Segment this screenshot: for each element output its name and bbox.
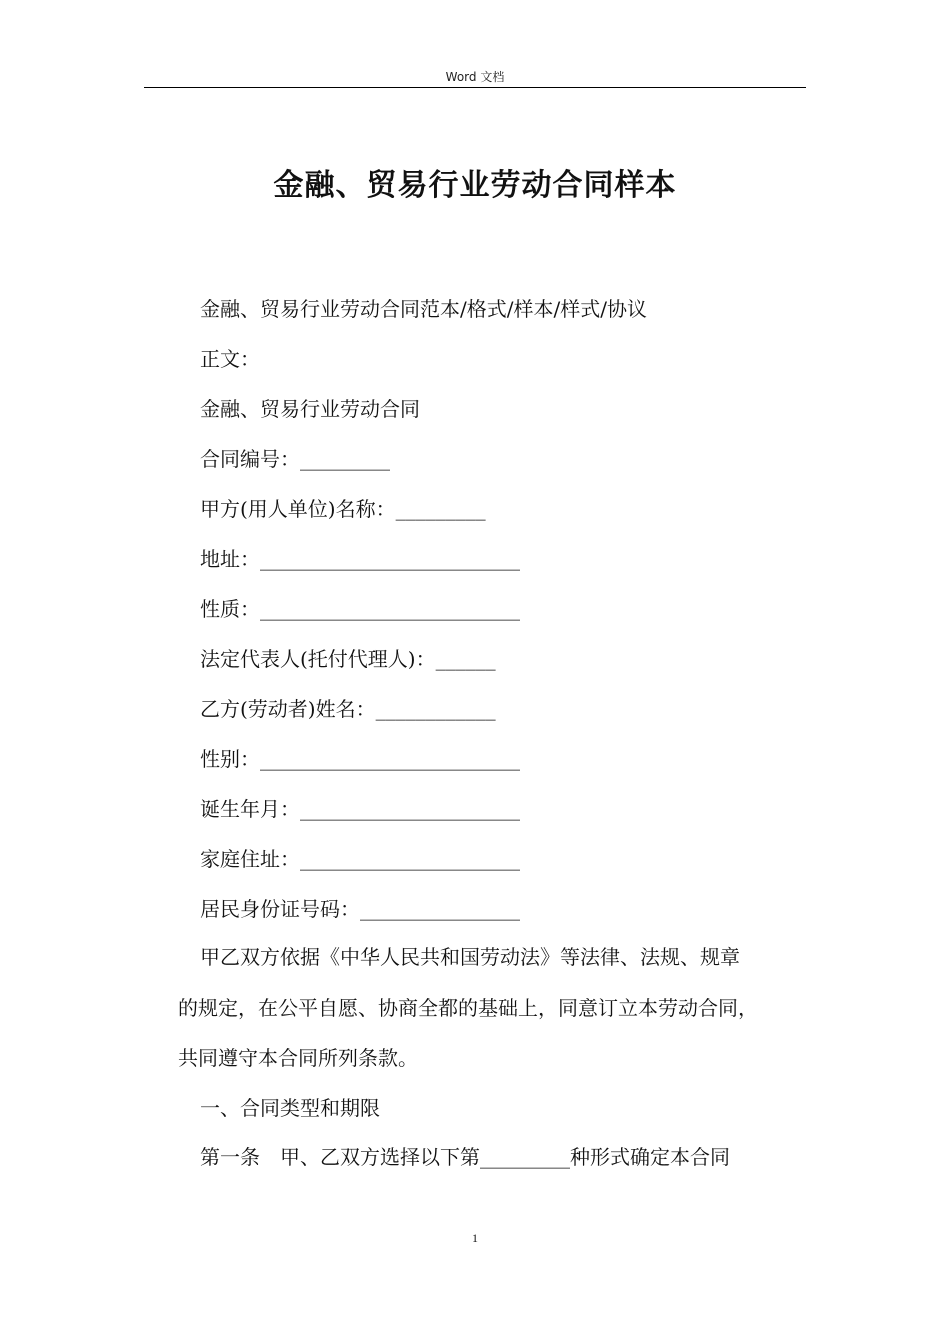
- field-gender: 性别：__________________________: [200, 747, 520, 771]
- page-header-label: Word 文档: [445, 70, 505, 84]
- line-contract-name: 金融、贸易行业劳动合同: [200, 397, 420, 421]
- line-body-label: 正文：: [200, 347, 260, 371]
- field-id-number: 居民身份证号码：________________: [200, 897, 520, 921]
- field-address: 地址：__________________________: [200, 547, 520, 571]
- paragraph-preamble-line-3: 共同遵守本合同所列条款。: [178, 1046, 418, 1070]
- header-rule: [144, 87, 806, 88]
- document-title: 金融、贸易行业劳动合同样本: [273, 168, 677, 203]
- paragraph-preamble-line-1: 甲乙双方依据《中华人民共和国劳动法》等法律、法规、规章: [200, 945, 740, 969]
- field-party-a-name: 甲方(用人单位)名称：_________: [200, 497, 486, 521]
- paragraph-preamble-line-2: 的规定，在公平自愿、协商全都的基础上，同意订立本劳动合同，: [178, 996, 758, 1020]
- field-home-address: 家庭住址：______________________: [200, 847, 520, 871]
- field-birth-date: 诞生年月：______________________: [200, 797, 520, 821]
- article-1-line: 第一条 甲、乙双方选择以下第_________种形式确定本合同: [200, 1145, 730, 1169]
- line-subtitle: 金融、贸易行业劳动合同范本/格式/样本/样式/协议: [200, 297, 647, 321]
- field-legal-representative: 法定代表人(托付代理人)：______: [200, 647, 496, 671]
- page-number: 1: [472, 1231, 478, 1245]
- field-nature: 性质：__________________________: [200, 597, 520, 621]
- field-party-b-name: 乙方(劳动者)姓名：____________: [200, 697, 496, 721]
- field-contract-number: 合同编号：_________: [200, 447, 390, 471]
- section-heading-1: 一、合同类型和期限: [200, 1096, 380, 1120]
